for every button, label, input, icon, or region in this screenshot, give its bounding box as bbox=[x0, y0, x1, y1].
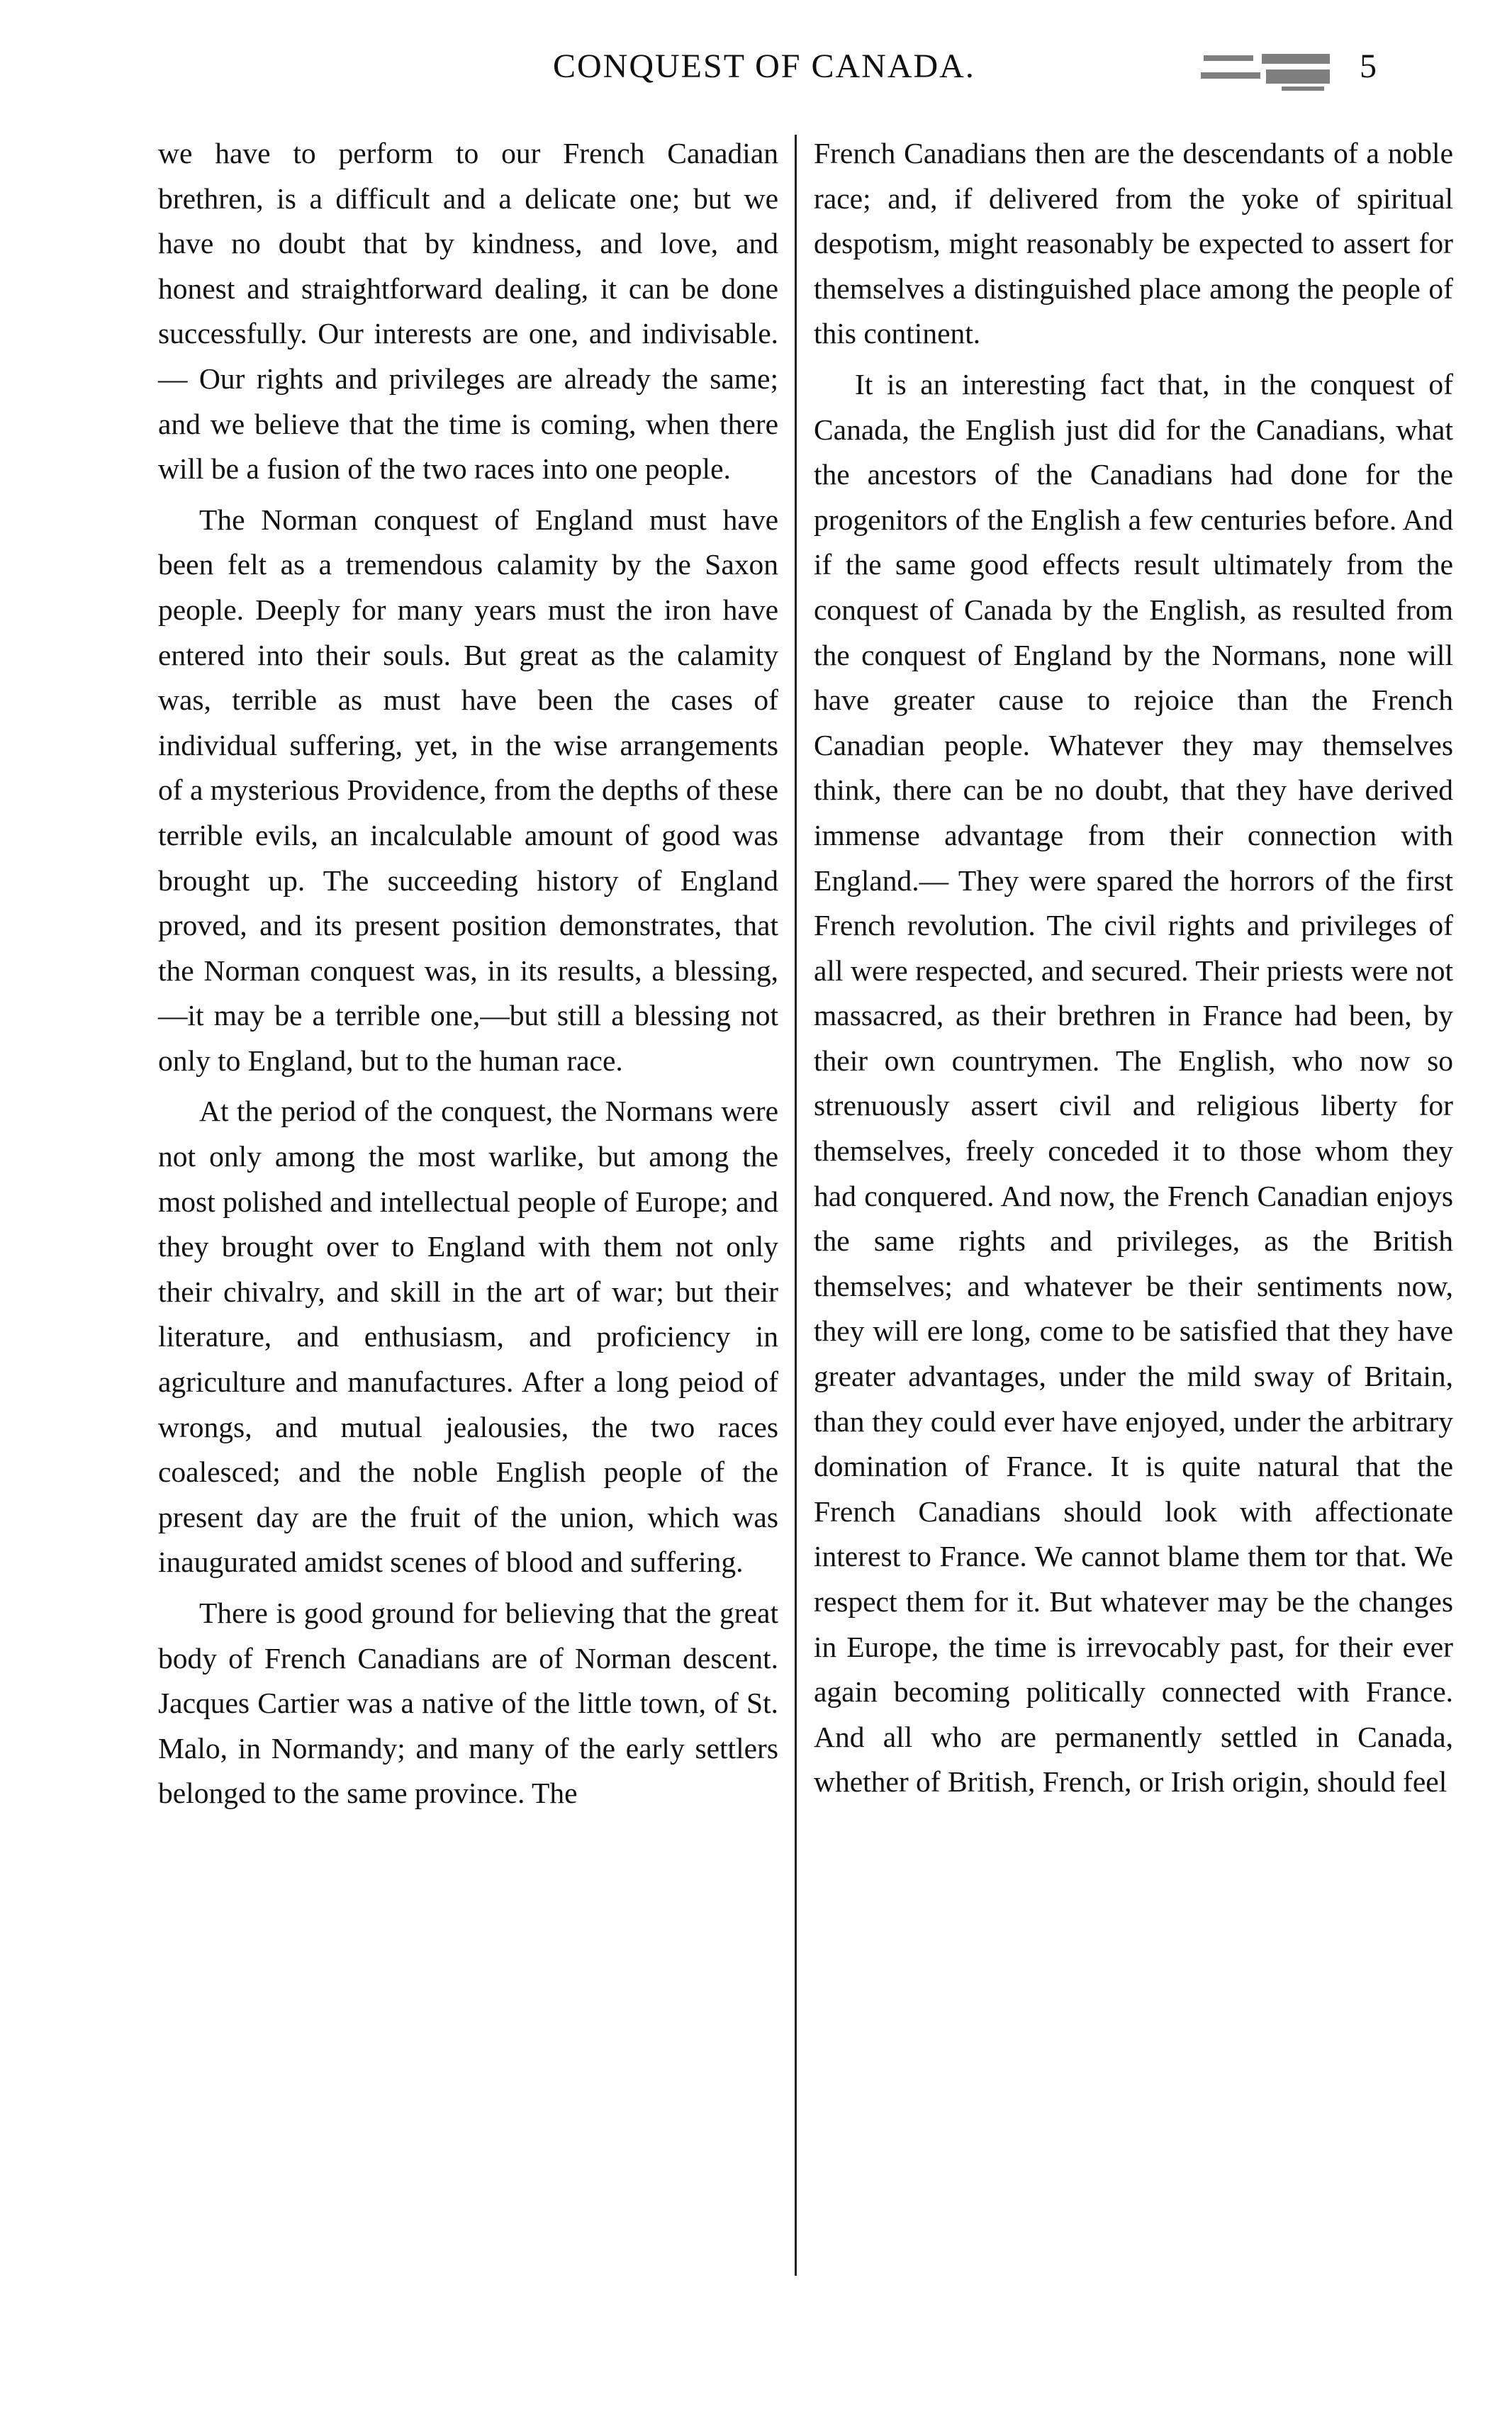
paragraph: we have to perform to our French Canadian brethren, is a difficult and a delicate one; but we have no doubt that by kindness, and love, and honest and straightforward dealing, it can be done successfully. Our interests are one, and indivisable.— Our rights and privileges are already the same; and we believe that the time is coming, when there will be a fusion of the two races into one people. bbox=[158, 137, 778, 486]
left-column bbox=[158, 131, 778, 1822]
running-title: CONQUEST OF CANADA. bbox=[553, 47, 975, 85]
page-number: 5 bbox=[1360, 47, 1377, 85]
column-divider bbox=[795, 135, 797, 2276]
paragraph: The Norman conquest of England must have been felt as a tremendous calamity by the Saxon people. Deeply for many years must the iron have entered into their souls. But great as the calamity was, terrible as must have been the cases of individual suffering, yet, in the wise arrangements of a mysterious Providence, from the depths of these terrible evils, an incalculable amount of good was brought up. The succeeding history of England proved, and its present position demonstrates, that the Norman conquest was, in its results, a blessing,—it may be a terrible one,—but still a blessing not only to England, but to the human race. bbox=[158, 503, 778, 1077]
library-stamp bbox=[1198, 51, 1340, 96]
paragraph: There is good ground for believing that the great body of French Canadians are of Norman descent. Jacques Cartier was a native of the little town, of St. Malo, in Normandy; and many of the early settlers belonged to the same province. The bbox=[158, 1597, 778, 1810]
right-column bbox=[814, 131, 1453, 1811]
paragraph: It is an interesting fact that, in the conquest of Canada, the English just did for the Canadians, what the ancestors of the Canadians had done for the progenitors of the English a few centuries before. And if the same good effects result ultimately from the conquest of Canada by the English, as resulted from the conquest of England by the Normans, none will have greater cause to rejoice than the French Canadian people. Whatever they may themselves think, there can be no doubt, that they have derived immense advantage from their connection with England.— They were spared the horrors of the first French revolution. The civil rights and privileges of all were respected, and secured. Their priests were not massacred, as their brethren in France had been, by their own countrymen. The English, who now so strenuously assert civil and religious liberty for themselves, freely conceded it to those whom they had conquered. And now, the French Canadian enjoys the same rights and privileges, as the British themselves; and whatever be their sentiments now, they will ere long, come to be satisfied that they have greater advantages, under the mild sway of Britain, than they could ever have enjoyed, under the arbitrary domination of France. It is quite natural that the French Canadians should look with affectionate interest to France. We cannot blame them tor that. We respect them for it. But whatever may be the changes in Europe, the time is irrevocably past, for their ever again becoming politically connected with France. And all who are permanently settled in Canada, whether of British, French, or Irish origin, should feel bbox=[814, 367, 1453, 1799]
paragraph: French Canadians then are the descendants of a noble race; and, if delivered from the yoke of spiritual despotism, might reasonably be expected to assert for themselves a distinguished place among the people of this continent. bbox=[814, 137, 1453, 350]
paragraph: At the period of the conquest, the Normans were not only among the most warlike, but among the most polished and intellectual people of Europe; and they brought over to England with them not only their chivalry, and skill in the art of war; but their literature, and enthusiasm, and proficiency in agriculture and manufactures. After a long peiod of wrongs, and mutual jealousies, the two races coalesced; and the noble English people of the present day are the fruit of the union, which was inaugurated amidst scenes of blood and suffering. bbox=[158, 1095, 778, 1579]
